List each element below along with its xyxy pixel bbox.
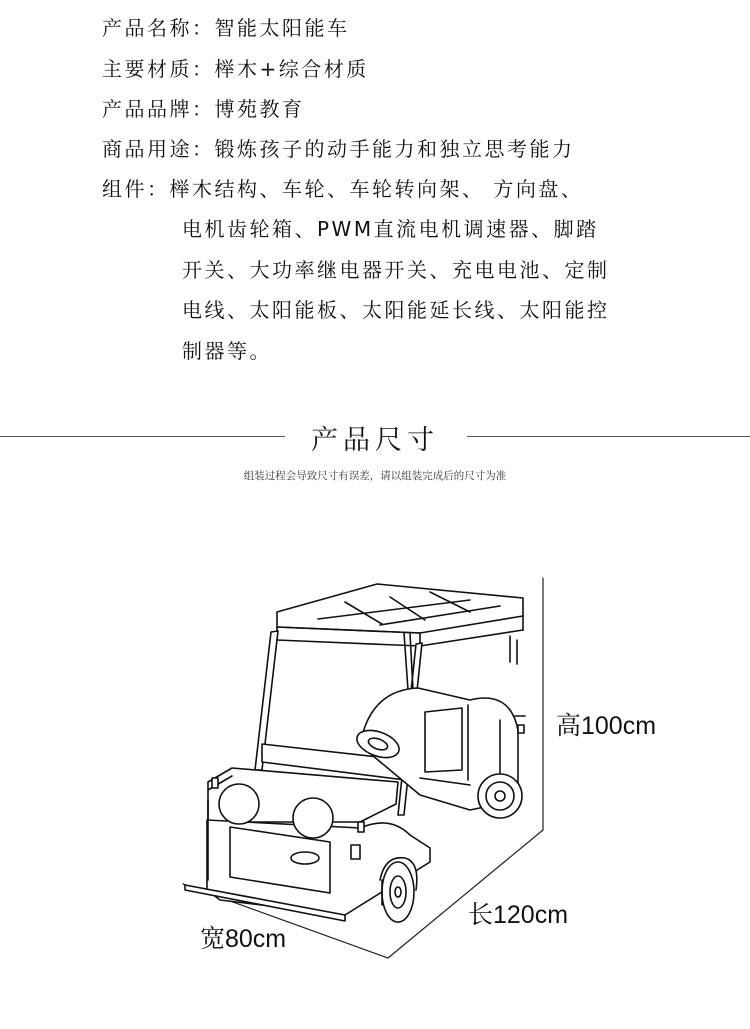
components-line: 开关、大功率继电器开关、充电电池、定制 bbox=[182, 258, 610, 282]
spec-label: 主要材质： bbox=[102, 57, 215, 81]
spec-label: 组件： bbox=[102, 177, 170, 201]
components-line: 制器等。 bbox=[182, 339, 272, 363]
section-note: 组装过程会导致尺寸有误差，请以组装完成后的尺寸为准 bbox=[243, 470, 507, 482]
spec-value: 榉木结构、车轮、车轮转向架、 方向盘、 bbox=[169, 177, 584, 201]
spec-label: 商品用途： bbox=[102, 137, 215, 161]
spec-value: 榉木+综合材质 bbox=[214, 57, 369, 81]
dimension-length: 长120cm bbox=[468, 901, 569, 929]
dimension-height: 高100cm bbox=[556, 712, 657, 740]
spec-value: 智能太阳能车 bbox=[214, 16, 350, 40]
spec-value: 博苑教育 bbox=[214, 97, 305, 121]
dimension-width: 宽80cm bbox=[200, 925, 287, 953]
components-line: 电线、太阳能板、太阳能延长线、太阳能控 bbox=[182, 298, 610, 322]
spec-label: 产品品牌： bbox=[102, 97, 215, 121]
front-wheel bbox=[380, 858, 417, 922]
roof-frame bbox=[277, 584, 523, 664]
components-line: 电机齿轮箱、PWM直流电机调速器、脚踏 bbox=[182, 217, 599, 241]
spec-value: 锻炼孩子的动手能力和独立思考能力 bbox=[214, 137, 575, 161]
section-title: 产品尺寸 bbox=[311, 425, 439, 456]
spec-label: 产品名称： bbox=[102, 16, 215, 40]
